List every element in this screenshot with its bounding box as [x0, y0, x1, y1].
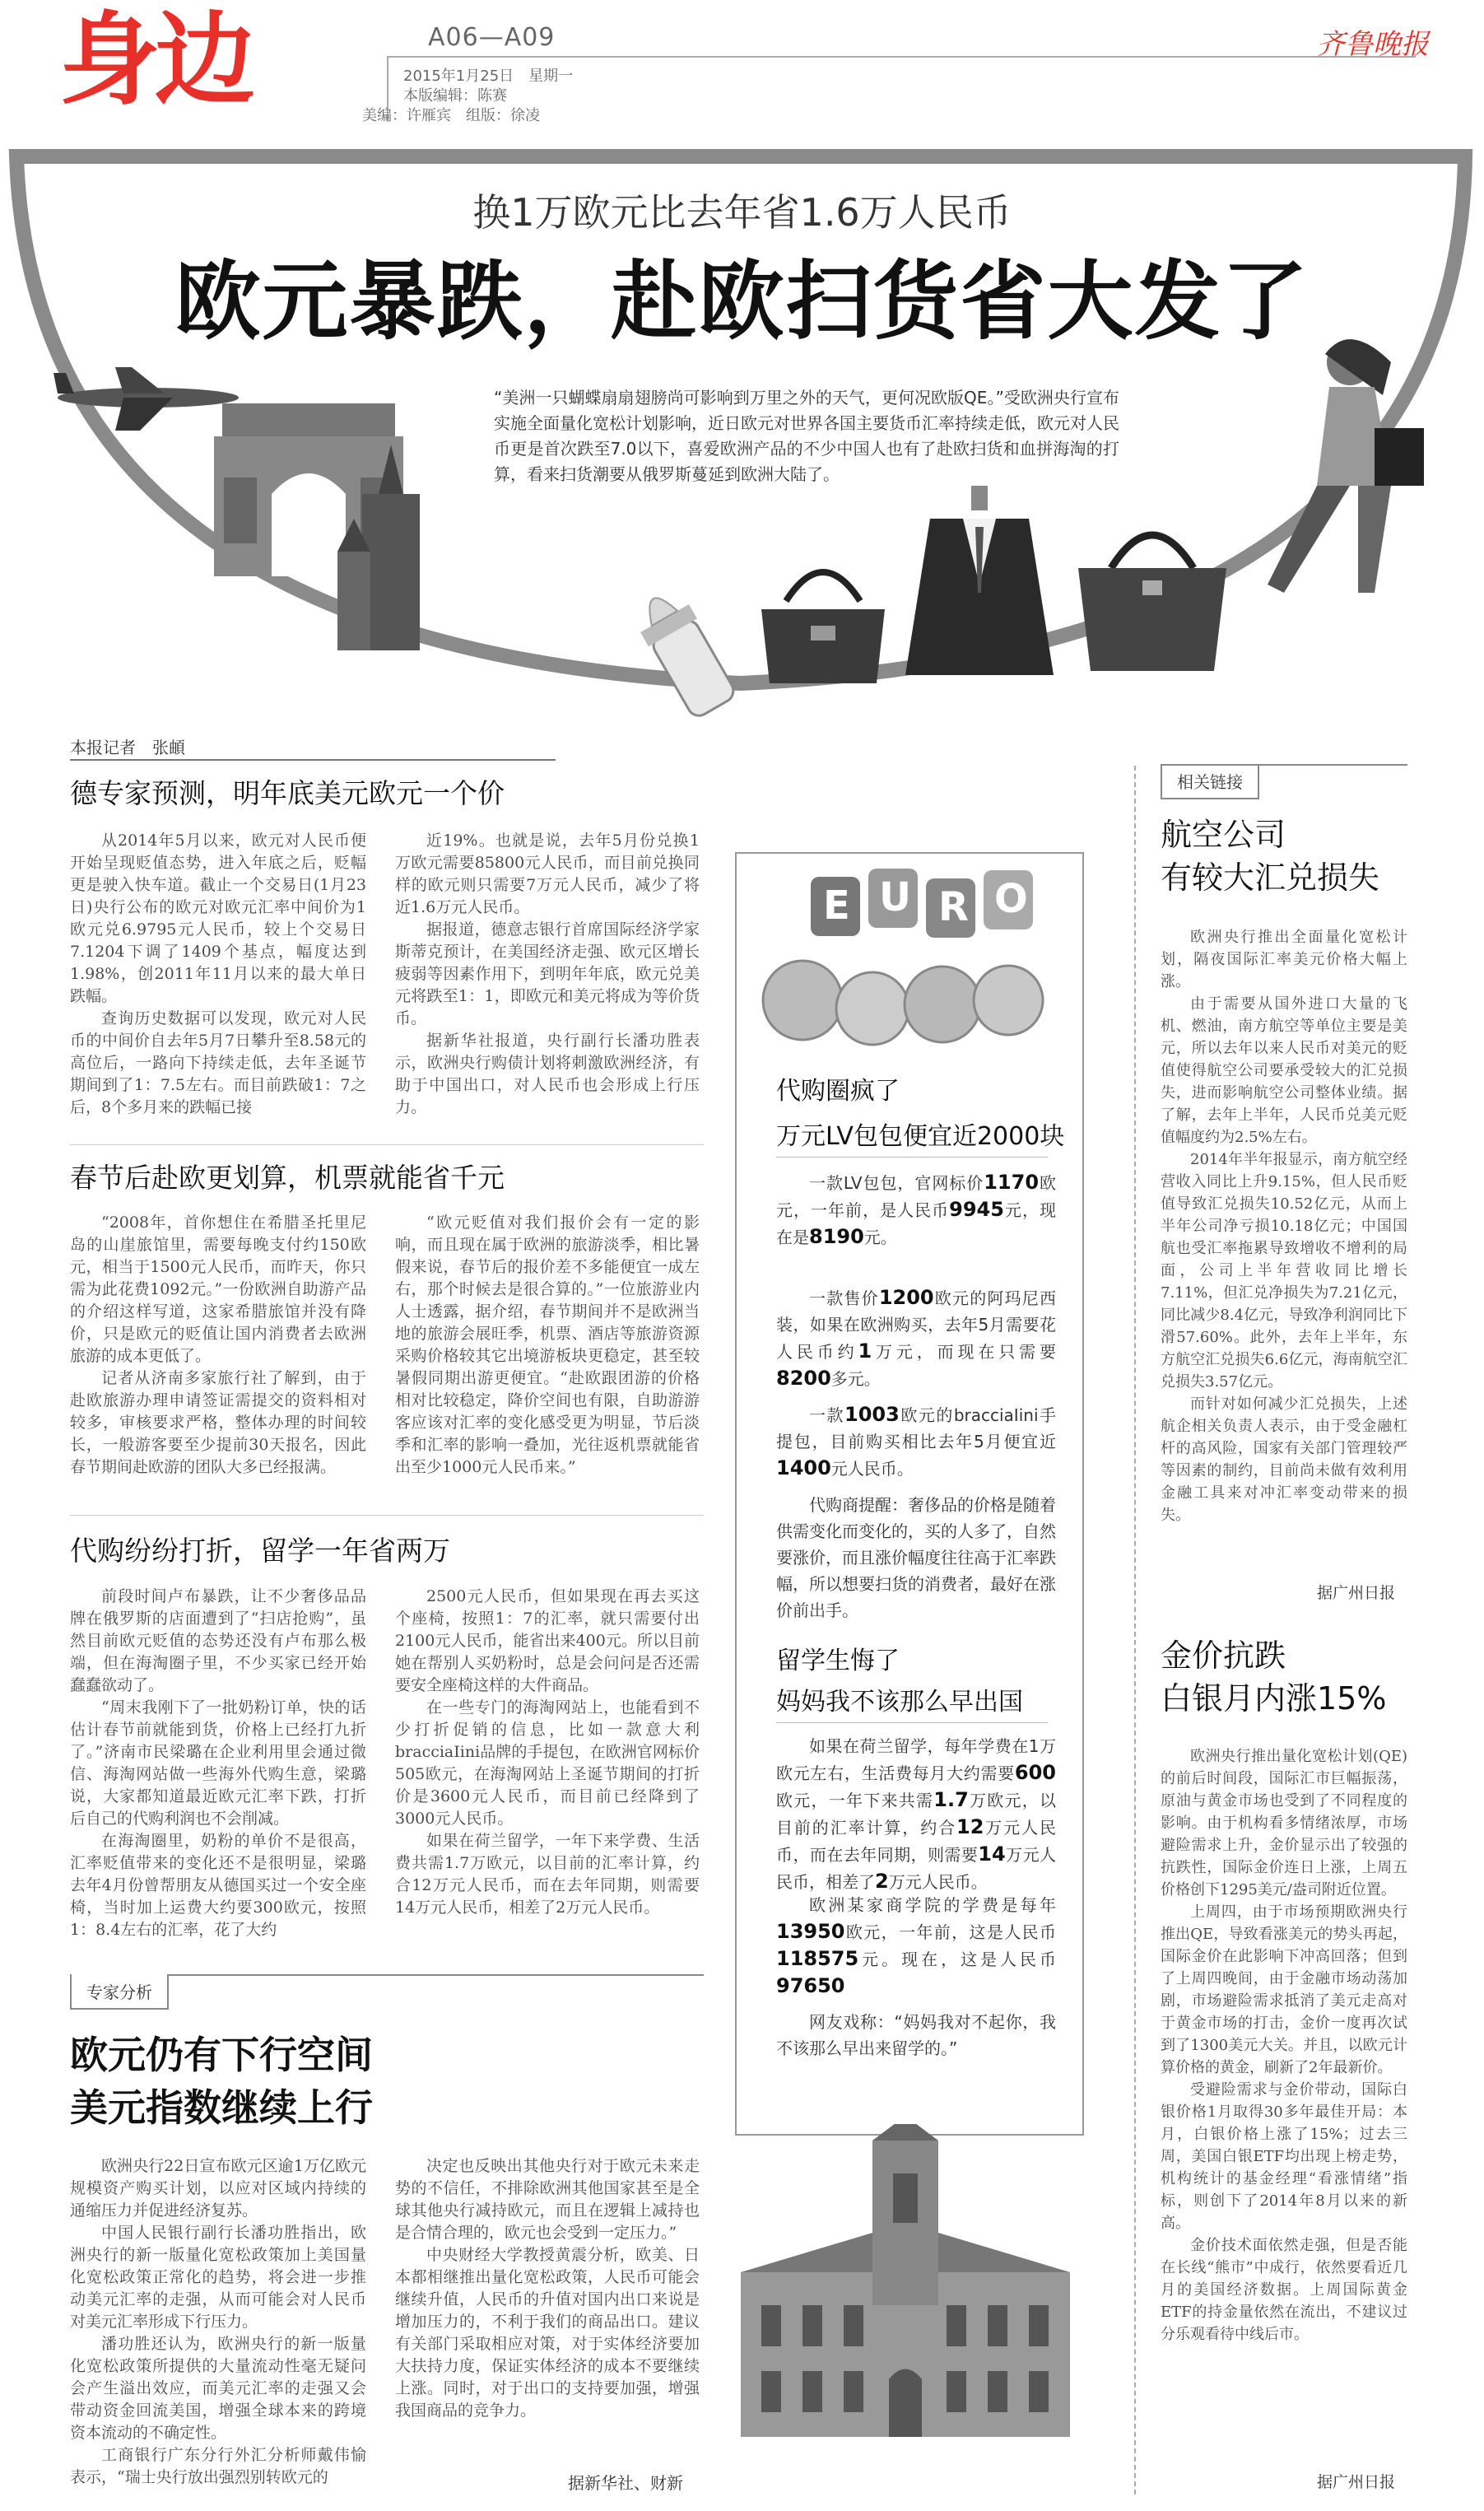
page-range: A06—A09: [428, 23, 556, 52]
section-3-col-1: 前段时间卢布暴跌，让不少奢侈品品牌在俄罗斯的店面遭到了“扫店抢购”，虽然目前欧元贬值的态势还没有卢布那么极端，但在海淘圈子里，不少买家已经开始蠢蠢欲动了。 “周末我刚下了一批奶粉订单，快的话估计春节前就能到货，价格上已经打九折了。”济南市民梁璐在企业利用里会通过微信、海淘网站做一些海外代购生意，梁璐说，大家都知道最近欧元汇率下跌，打折后自己的代购利润也不会削减。 在海淘圈里，奶粉的单价不是很高，汇率贬值带来的变化还不是很明显，梁璐去年4月份曾帮朋友从德国买过一个安全座椅，当时加上运费大约要300欧元，按照1：8.4左右的汇率，花了大约: [70, 1587, 366, 1939]
box2-subtitle: 妈妈我不该那么早出国: [776, 1688, 1023, 1717]
section-2-col-1: “2008年，首你想住在希腊圣托里尼岛的山崖旅馆里，需要每晚支付约150欧元，相当于1500元人民币，而昨天，你只需为此花费1092元。”一份欧洲自助游产品的介绍这样写道，这家希腊旅馆并没有降价，只是欧元的贬值让国内消费者去欧洲旅游的成本更低了。 记者从济南多家旅行社了解到，由于赴欧旅游办理申请签证需提交的资料相对较多，审核要求严格，整体办理的时间较长，一般游客要至少提前30天报名，因此春节期间赴欧游的团队大多已经报满。: [70, 1214, 366, 1476]
expert-title-2: 美元指数继续上行: [70, 2085, 373, 2130]
hero-section: [0, 140, 1484, 733]
expert-source: 据新华社、财新: [568, 2473, 683, 2493]
airline-source: 据广州日报: [1317, 1584, 1396, 1602]
section-2-col-2: “欧元贬值对我们报价会有一定的影响，而且现在属于欧洲的旅游淡季，相比暑假来说，春节后的报价差不多能便宜一成左右，那个时候去是很合算的。”一位旅游业内人士透露，据介绍，春节期间并不是欧洲当地的旅游会展旺季，机票、酒店等旅游资源采购价格较其它出境游板块更稳定，甚至较暑假同期出游更便宜。“赴欧跟团游的价格相对比较稳定，降价空间也有限，自助游游客应该对汇率的变化感受更为明显，节后淡季和汇率的影响一叠加，光往返机票就能省出至少1000元人民币来。”: [395, 1214, 700, 1476]
editor-line: 本版编辑：陈赛: [403, 87, 507, 105]
section-2-heading: 春节后赴欧更划算，机票就能省千元: [70, 1162, 505, 1194]
related-link-tag: 相关链接: [1161, 764, 1407, 799]
shopper-woman-image: [1251, 329, 1440, 601]
airline-title-2: 有较大汇兑损失: [1161, 860, 1380, 896]
airline-article: 欧洲央行推出全面量化宽松计划，隔夜国际汇率美元价格大幅上涨。 由于需要从国外进口大量的飞机、燃油，南方航空等单位主要是美元，所以去年以来人民币对美元的贬值使得航空公司要承受较大的汇兑损失，进而影响航空公司整体业绩。据了解，去年上半年，人民币兑美元贬值幅度约为2.5%左右。 2014年半年报显示，南方航空经营收入同比上升9.15%，但人民币贬值导致汇兑损失10.52亿元，从而上半年公司净亏损10.18亿元；中国国航也受汇率拖累导致增收不增利的局面，公司上半年营收同比增长7.11%，但汇兑净损失为7.21亿元，同比减少8.4亿元，导致净利润同比下滑57.60%。此外，去年上半年，东方航空汇兑损失6.6亿元，海南航空汇兑损失3.57亿元。 而针对如何减少汇兑损失，上述航企相关负责人表示，由于受金融杠杆的高风险，国家有关部门管理较严等因素的制约，目前尚未做有效利用金融工具来对冲汇率变动带来的损失。: [1161, 929, 1407, 1524]
airline-title-1: 航空公司: [1161, 817, 1286, 853]
business-school-cost: 欧洲某家商学院的学费是每年13950欧元，一年前，这是人民币118575元。现在，这是人民币97650: [776, 1895, 1056, 1997]
lv-price-item: 一款LV包包，官网标价1170欧元，一年前，是人民币9945元，现在是8190元。: [776, 1171, 1056, 1248]
date-line: 2015年1月25日 星期一: [403, 68, 574, 85]
netizen-quote: 网友戏称：“妈妈我对不起你，我不该那么早出来留学的。”: [776, 2012, 1056, 2058]
section-1-heading: 德专家预测，明年底美元欧元一个价: [70, 777, 505, 809]
euro-letter-r: R: [938, 884, 969, 930]
hero-lead: “美洲一只蝴蝶扇扇翅膀尚可影响到万里之外的天气，更何况欧版QE。”受欧洲央行宣布实施全面量化宽松计划影响，近日欧元对世界各国主要货币汇率持续走低，欧元对人民币更是首次跌至7.0以下，喜爱欧洲产品的不少中国人也有了赴欧扫货和血拼海淘的打算，看来扫货潮要从俄罗斯蔓延到欧洲大陆了。: [494, 388, 1119, 484]
braccialini-price-item: 一款1003欧元的bracciaIini手提包，目前购买相比去年5月便宜近1400元人民币。: [776, 1403, 1057, 1479]
box2-title: 留学生悔了: [776, 1647, 900, 1675]
section-1-col-1: 从2014年5月以来，欧元对人民币便开始呈现贬值态势，进入年底之后，贬幅更是驶入快车道。截止一个交易日(1月23日)央行公布的欧元对欧元汇率中间价为1欧元兑6.9795元人民币，较上个交易日7.1204下调了1409个基点，幅度达到1.98%，创2011年11月以来的最大单日跌幅。 查询历史数据可以发现，欧元对人民币的中间价自去年5月7日攀升至8.58元的高位后，一路向下持续走低，去年圣诞节期间到了1：7.5左右。而目前跌破1：7之后，8个多月来的跌幅已接: [70, 832, 366, 1116]
expert-col-1: 欧洲央行22日宣布欧元区逾1万亿欧元规模资产购买计划，以应对区域内持续的通缩压力并促进经济复苏。 中国人民银行副行长潘功胜指出，欧洲央行的新一版量化宽松政策加上美国量化宽松政策正常化的趋势，将会进一步推动美元汇率的走强，从而可能会对人民币对美元汇率形成下行压力。 潘功胜还认为，欧洲央行的新一版量化宽松政策所提供的大量流动性毫无疑问会产生溢出效应，而美元汇率的走强又会带动资金回流美国，增强全球本来的跨境资本流动的不确定性。 工商银行广东分行外汇分析师戴伟愉表示，“瑞士央行放出强烈别转欧元的: [70, 2157, 366, 2486]
expert-tag: 专家分析: [70, 1974, 704, 2010]
church-image: [337, 445, 444, 659]
university-building-image: [724, 2124, 1086, 2445]
box1-subtitle: 万元LV包包便宜近2000块: [776, 1122, 1065, 1151]
hero-title: 欧元暴跌，赴欧扫货省大发了: [174, 251, 1310, 352]
euro-letter-o: O: [994, 876, 1028, 922]
baby-bottle-image: [626, 568, 741, 733]
section-3-col-2: 2500元人民币，但如果现在再去买这个座椅，按照1：7的汇率，就只需要付出2100元人民币，能省出来400元。所以目前她在帮别人买奶粉时，总是会问问是否还需要安全座椅这样的大件商品。 在一些专门的海淘网站上，也能看到不少打折促销的信息，比如一款意大利bracciaIini品牌的手提包，在欧洲官网标价505欧元，在海淘网站上圣诞节期间的打折价是3600元人民币，而目前已经降到了3000元人民币。 如果在荷兰留学，一年下来学费、生活费共需1.7万欧元，以目前的汇率计算，约合12万元人民币，而在去年同期，则需要14万元人民币，相差了2万元人民币。: [395, 1587, 700, 1917]
design-line: 美编：许雁宾 组版：徐凌: [362, 107, 540, 124]
netherlands-study-cost: 如果在荷兰留学，每年学费在1万欧元左右，生活费每月大约需要600欧元，一年下来共需1.7万欧元，以目前的汇率计算，约合12万元人民币，而在去年同期，则需要14万元人民币，相差了2万元人民币。: [776, 1736, 1057, 1893]
armani-price-item: 一款售价1200欧元的阿玛尼西装，如果在欧洲购买，去年5月需要花人民币约1万元，而现在只需要8200多元。: [776, 1286, 1057, 1390]
section-3-heading: 代购纷纷打折，留学一年省两万: [70, 1535, 450, 1567]
expert-title-1: 欧元仍有下行空间: [70, 2033, 373, 2077]
suit-image: [897, 486, 1062, 683]
gold-article: 欧洲央行推出量化宽松计划(QE)的前后时间段，国际汇市巨幅振荡，原油与黄金市场也受到了不同程度的影响。由于机构看多情绪浓厚，市场避险需求上升，金价显示出了较强的抗跌性，国际金价连日上涨，上周五价格创下1295美元/盎司附近位置。 上周四，由于市场预期欧洲央行推出QE，导致看涨美元的势头再起，国际金价在此影响下冲高回落；但到了上周四晚间，由于金融市场动荡加剧，市场避险需求抵消了美元走高对于黄金市场的打击，金价一度再次试到了1300美元大关。并且，以欧元计算价格的黄金，刷新了2年最新价。 受避险需求与金价带动，国际白银价格1月取得30多年最佳开局：本月，白银价格上涨了15%；过去三周，美国白银ETF均出现上榜走势，机构统计的基金经理“看涨情绪”指标，则创下了2014年8月以来的新高。 金价技术面依然走强，但是否能在长线“熊市”中成行，依然要看近几月的美国经济数据。上周国际黄金ETF的持金量依然在流出，不建议过分乐观看待中线后市。: [1161, 1748, 1407, 2343]
masthead: [0, 0, 1484, 140]
section-logo: 身边: [59, 2, 250, 119]
box1-title: 代购圈疯了: [776, 1077, 900, 1106]
euro-letter-u: U: [879, 874, 911, 920]
merchant-reminder: 代购商提醒：奢侈品的价格是随着供需变化而变化的，买的人多了，自然要涨价，而且涨价幅度往往高于汇率跌幅，所以想要扫货的消费者，最好在涨价前出手。: [776, 1495, 1056, 1620]
paper-name: 齐鲁晚报: [1317, 28, 1429, 61]
hero-subtitle: 换1万欧元比去年省1.6万人民币: [472, 190, 1012, 235]
gold-title-2: 白银月内涨15%: [1161, 1680, 1387, 1717]
tote-bag-image: [1070, 510, 1235, 675]
expert-col-2: 决定也反映出其他央行对于欧元未来走势的不信任，不排除欧洲其他国家甚至是全球其他央行减持欧元，而且在逻辑上减持也是合情合理的，欧元也会受到一定压力。” 中央财经大学教授黄震分析，欧美、日本都相继推出量化宽松政策，人民币可能会继续升值，人民币的升值对国内出口来说是增加压力的，不利于我们的商品出口。建议有关部门采取相应对策，对于实体经济要加大扶持力度，保证实体经济的成本不要继续上涨。同时，对于出口的支持要加强，增强我国商品的竞争力。: [395, 2157, 700, 2420]
gold-source: 据广州日报: [1317, 2473, 1396, 2491]
byline: 本报记者 张頔: [70, 738, 185, 757]
section-1-col-2: 近19%。也就是说，去年5月份兑换1万欧元需要85800元人民币，而目前兑换同样的欧元则只需要7万元人民币，减少了将近1.6万元人民币。 据报道，德意志银行首席国际经济学家斯蒂克预计，在美国经济走强、欧元区增长疲弱等因素作用下，到明年年底，欧元兑美元将跌至1：1，即欧元和美元将成为等价货币。 据新华社报道，央行副行长潘功胜表示，欧洲央行购债计划将刺激欧洲经济，有助于中国出口，对人民币也会形成上行压力。: [395, 832, 700, 1116]
gold-title-1: 金价抗跌: [1161, 1638, 1286, 1674]
euro-letter-e: E: [823, 883, 850, 929]
handbag-image: [753, 552, 893, 692]
